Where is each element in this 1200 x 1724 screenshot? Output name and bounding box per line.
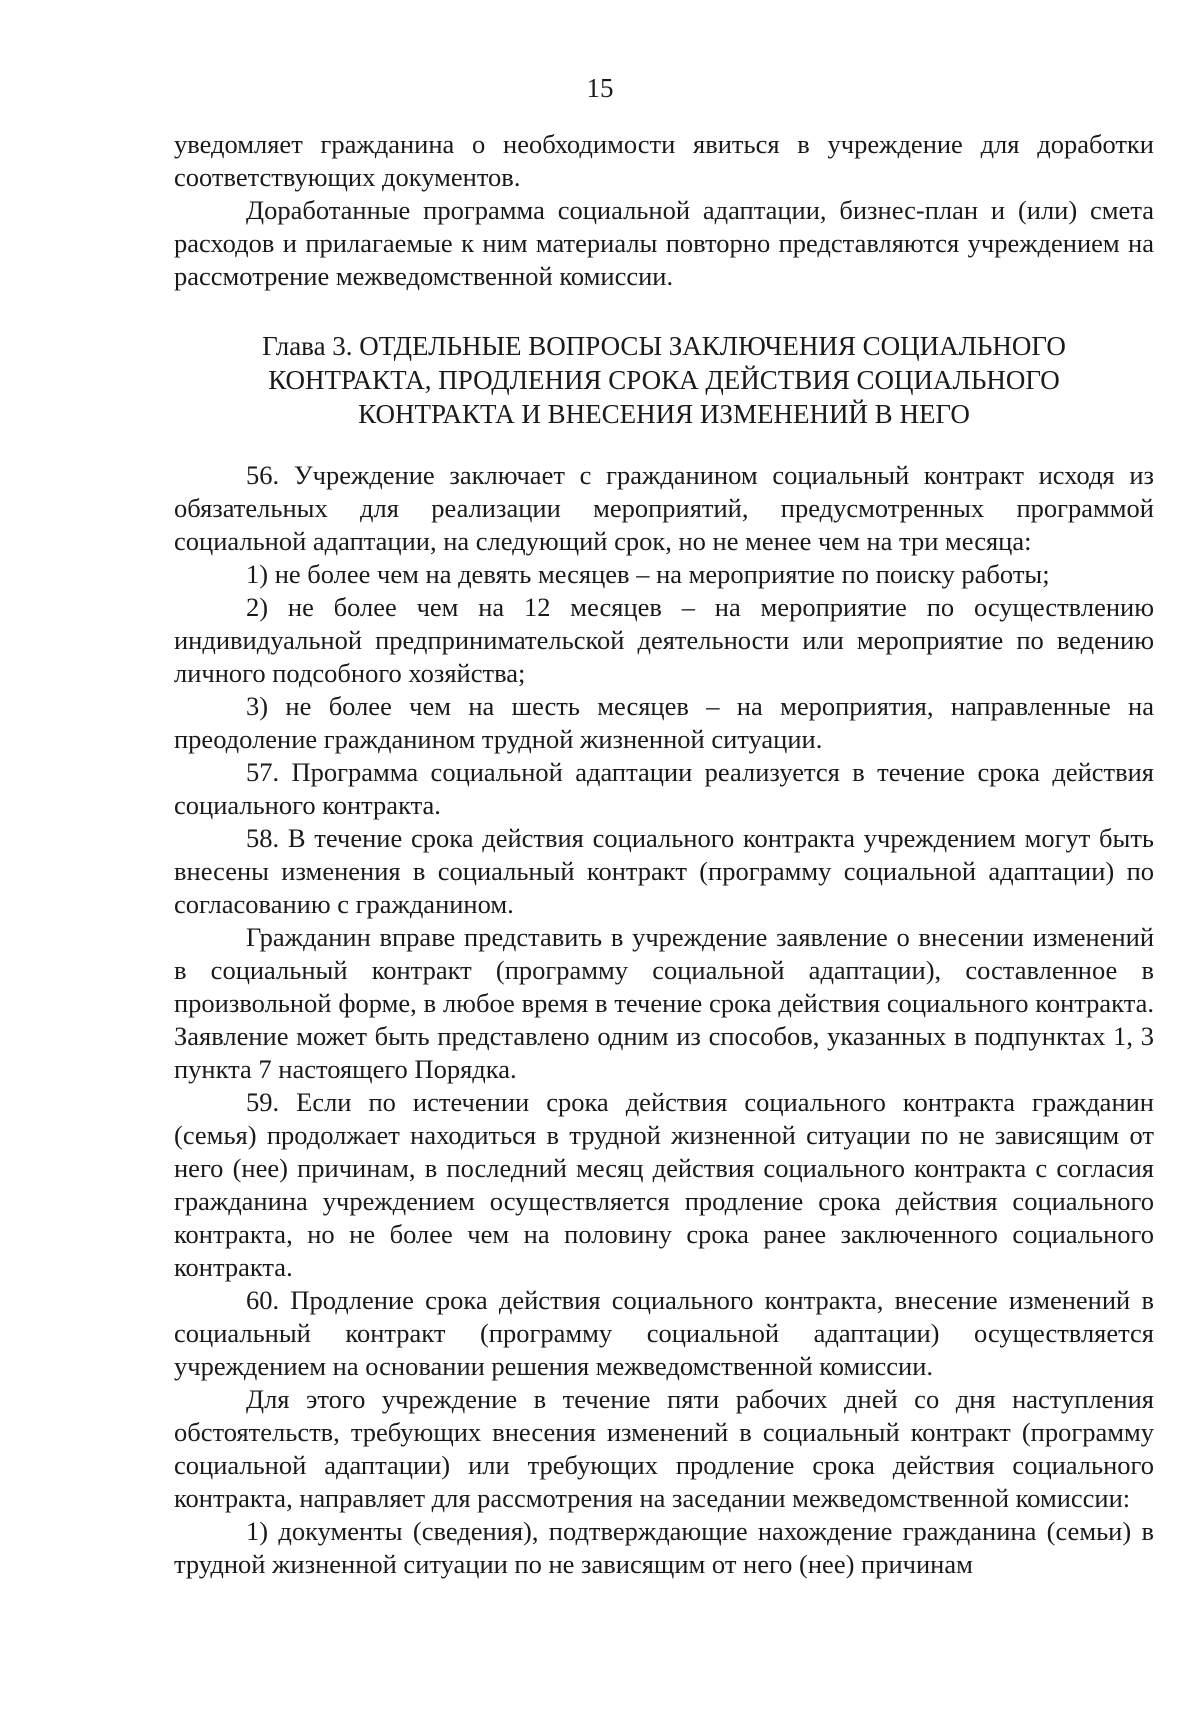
subitem-1-documents: 1) документы (сведения), подтверждающие нахождение гражданина (семьи) в трудной жизненной ситуации по не зависящим от него (нее) причинам xyxy=(174,1516,1154,1579)
chapter-heading-line: КОНТРАКТА И ВНЕСЕНИЯ ИЗМЕНЕНИЙ В НЕГО xyxy=(358,399,970,429)
paragraph-item-60: 60. Продление срока действия социального контракта, внесение изменений в социальный контракт (программу социальной адаптации) осуществляется учреждением на основании решения межведомственной комиссии. xyxy=(174,1285,1154,1381)
subitem-1: 1) не более чем на девять месяцев – на мероприятие по поиску работы; xyxy=(246,559,1050,589)
chapter-heading-line: Глава 3. ОТДЕЛЬНЫЕ ВОПРОСЫ ЗАКЛЮЧЕНИЯ СОЦИАЛЬНОГО xyxy=(262,331,1066,361)
paragraphs-after-chapter xyxy=(174,459,1154,1581)
paragraph: уведомляет гражданина о необходимости явиться в учреждение для доработки соответствующих документов. xyxy=(174,129,1154,192)
document-body xyxy=(174,128,1154,1581)
chapter-heading-line: КОНТРАКТА, ПРОДЛЕНИЯ СРОКА ДЕЙСТВИЯ СОЦИАЛЬНОГО xyxy=(268,365,1060,395)
page-number: 15 xyxy=(586,73,614,103)
paragraph: Для этого учреждение в течение пяти рабочих дней со дня наступления обстоятельств, требующих внесения изменений в социальный контракт (программу социальной адаптации) или требующих продление срока действия социального контракта, направляет для рассмотрения на заседании межведомственной комиссии: xyxy=(174,1384,1154,1513)
paragraph: Доработанные программа социальной адаптации, бизнес-план и (или) смета расходов и прилагаемые к ним материалы повторно представляются учреждением на рассмотрение межведомственной комиссии. xyxy=(174,195,1154,291)
paragraph-item-57: 57. Программа социальной адаптации реализуется в течение срока действия социального контракта. xyxy=(174,757,1154,820)
paragraph-item-56: 56. Учреждение заключает с гражданином социальный контракт исходя из обязательных для реализации мероприятий, предусмотренных программой социальной адаптации, на следующий срок, но не менее чем на три месяца: xyxy=(174,460,1154,556)
chapter-heading xyxy=(174,329,1154,431)
paragraphs-before-chapter xyxy=(174,128,1154,293)
subitem-2: 2) не более чем на 12 месяцев – на мероприятие по осуществлению индивидуальной предпринимательской деятельности или мероприятие по ведению личного подсобного хозяйства; xyxy=(174,592,1154,688)
paragraph-item-58: 58. В течение срока действия социального контракта учреждением могут быть внесены изменения в социальный контракт (программу социальной адаптации) по согласованию с гражданином. xyxy=(174,823,1154,919)
subitem-3: 3) не более чем на шесть месяцев – на мероприятия, направленные на преодоление гражданином трудной жизненной ситуации. xyxy=(174,691,1154,754)
paragraph: Гражданин вправе представить в учреждение заявление о внесении изменений в социальный контракт (программу социальной адаптации), составленное в произвольной форме, в любое время в течение срока действия социального контракта. Заявление может быть представлено одним из способов, указанных в подпунктах 1, 3 пункта 7 настоящего Порядка. xyxy=(174,922,1154,1084)
paragraph-item-59: 59. Если по истечении срока действия социального контракта гражданин (семья) продолжает находиться в трудной жизненной ситуации по не зависящим от него (нее) причинам, в последний месяц действия социального контракта с согласия гражданина учреждением осуществляется продление срока действия социального контракта, но не более чем на половину срока ранее заключенного социального контракта. xyxy=(174,1087,1154,1282)
